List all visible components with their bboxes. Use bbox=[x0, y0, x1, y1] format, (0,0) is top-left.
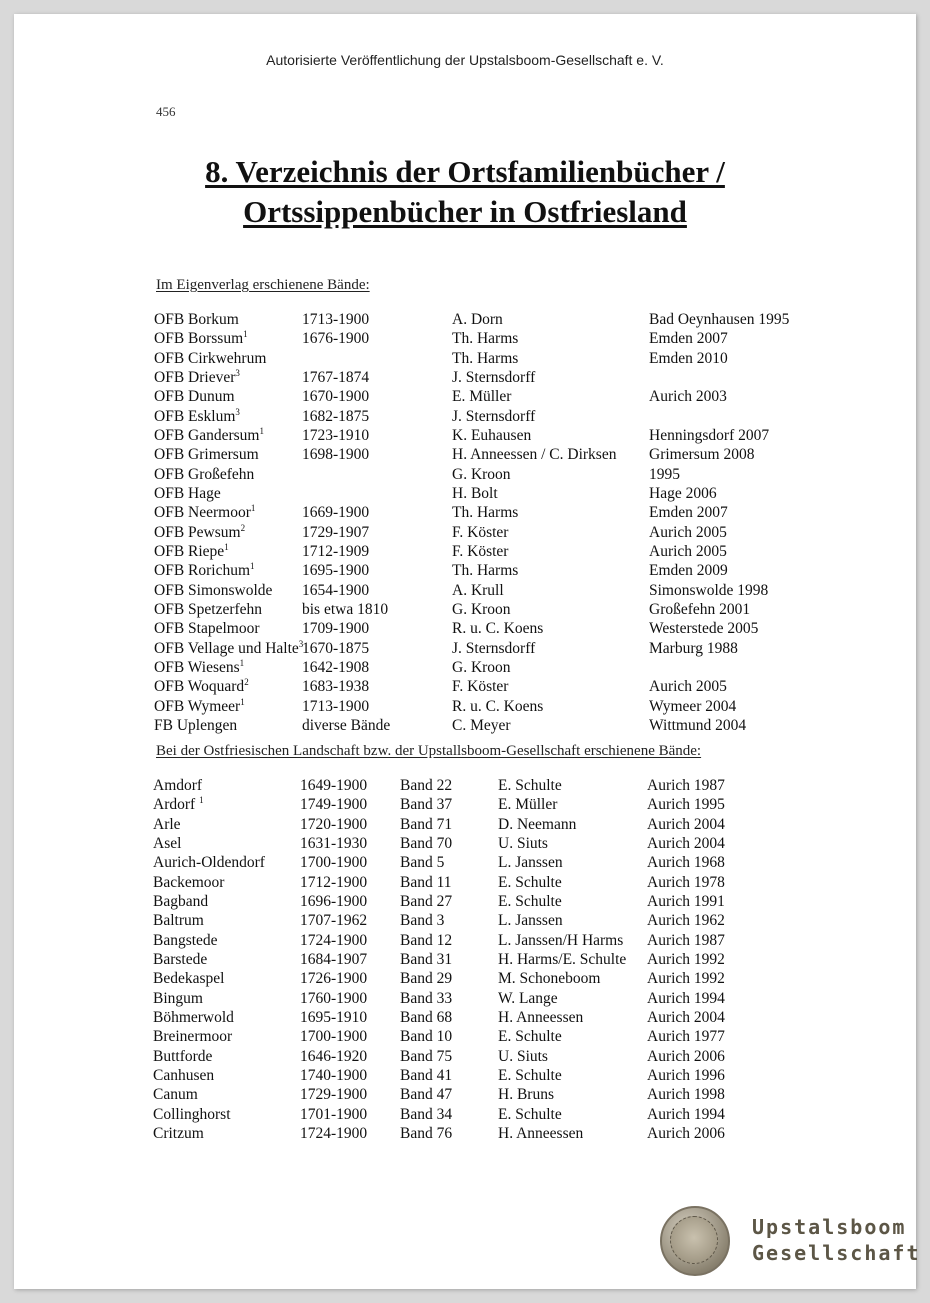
place-name: OFB Hage bbox=[154, 484, 221, 502]
years-cell: 1676-1900 bbox=[302, 330, 370, 348]
place-name-cell bbox=[153, 950, 207, 969]
page-number: 456 bbox=[156, 104, 176, 119]
place-name-cell bbox=[154, 639, 303, 658]
place-name: Critzum bbox=[153, 1124, 204, 1142]
band-cell: Band 27 bbox=[400, 892, 453, 910]
place-name: OFB Riepe bbox=[154, 542, 225, 560]
years-cell: 1749-1900 bbox=[300, 796, 368, 814]
place-name: Barstede bbox=[153, 950, 208, 968]
place-name: OFB Grimersum bbox=[154, 446, 259, 464]
author-cell: Th. Harms bbox=[452, 330, 519, 348]
table-row bbox=[14, 349, 916, 368]
author-cell: E. Schulte bbox=[498, 1066, 562, 1084]
place-name: Canhusen bbox=[153, 1066, 215, 1084]
publication-cell: Grimersum 2008 bbox=[649, 446, 755, 464]
place-name: OFB Borssum bbox=[154, 330, 244, 348]
publication-cell: Aurich 2005 bbox=[649, 542, 727, 560]
authorization-line: Autorisierte Veröffentlichung der Upstalsboom-Gesellschaft e. V. bbox=[266, 52, 664, 68]
author-cell: E. Müller bbox=[498, 796, 558, 814]
place-name-cell bbox=[154, 523, 245, 542]
footnote-marker: 1 bbox=[250, 561, 255, 572]
author-cell: D. Neemann bbox=[498, 815, 577, 833]
place-name: OFB Wymeer bbox=[154, 697, 241, 715]
years-cell: 1724-1900 bbox=[300, 1124, 368, 1142]
footnote-marker: 3 bbox=[298, 638, 304, 649]
years-cell: 1695-1910 bbox=[300, 1008, 368, 1026]
table-row bbox=[14, 619, 916, 638]
place-name-cell bbox=[154, 581, 272, 600]
publication-cell: Aurich 2003 bbox=[649, 388, 727, 406]
place-name-cell bbox=[153, 815, 181, 834]
place-name: Bedekaspel bbox=[153, 970, 225, 988]
years-cell: 1760-1900 bbox=[300, 989, 368, 1007]
table-row bbox=[14, 776, 916, 795]
table-row bbox=[14, 1047, 916, 1066]
years-cell: 1670-1900 bbox=[302, 388, 370, 406]
place-name: FB Uplengen bbox=[154, 716, 238, 734]
author-cell: F. Köster bbox=[452, 678, 509, 696]
place-name-cell bbox=[154, 387, 235, 406]
logo-line-1: Upstalsboom bbox=[752, 1215, 907, 1239]
author-cell: U. Siuts bbox=[498, 834, 548, 852]
author-cell: Th. Harms bbox=[452, 504, 519, 522]
years-cell: 1726-1900 bbox=[300, 970, 368, 988]
years-cell: 1740-1900 bbox=[300, 1066, 368, 1084]
place-name: Breinermoor bbox=[153, 1028, 233, 1046]
place-name: Canum bbox=[153, 1086, 198, 1104]
years-cell: 1649-1900 bbox=[300, 777, 368, 794]
place-name-cell bbox=[153, 834, 181, 853]
publication-cell: Aurich 1991 bbox=[647, 892, 725, 910]
years-cell: 1700-1900 bbox=[300, 1028, 368, 1046]
place-name-cell bbox=[154, 465, 254, 484]
years-cell: 1698-1900 bbox=[302, 446, 370, 464]
publication-cell: Aurich 1987 bbox=[647, 931, 725, 949]
table-row bbox=[14, 1008, 916, 1027]
table-row bbox=[14, 310, 916, 329]
footnote-marker: 1 bbox=[199, 795, 204, 806]
band-cell: Band 47 bbox=[400, 1086, 453, 1104]
table-row bbox=[14, 387, 916, 406]
publication-cell: Aurich 1977 bbox=[647, 1028, 725, 1046]
place-name-cell bbox=[153, 931, 218, 950]
place-name-cell bbox=[154, 368, 240, 387]
place-name-cell bbox=[154, 484, 221, 503]
place-name-cell bbox=[153, 1124, 204, 1143]
place-name-cell bbox=[153, 989, 203, 1008]
place-name: Aurich-Oldendorf bbox=[153, 854, 265, 872]
publication-cell: Emden 2009 bbox=[649, 562, 728, 580]
footnote-marker: 1 bbox=[224, 541, 229, 552]
author-cell: H. Anneessen bbox=[498, 1008, 584, 1026]
place-name-cell bbox=[153, 969, 224, 988]
years-cell: 1654-1900 bbox=[302, 581, 370, 599]
publication-cell: Aurich 1962 bbox=[647, 912, 725, 930]
band-cell: Band 71 bbox=[400, 815, 453, 833]
place-name-cell bbox=[154, 426, 264, 445]
section-2-heading: Bei der Ostfriesischen Landschaft bzw. der Upstallsboom-Gesellschaft erschienene Bände: bbox=[156, 743, 702, 759]
author-cell: F. Köster bbox=[452, 523, 509, 541]
band-cell: Band 68 bbox=[400, 1008, 453, 1026]
place-name-cell bbox=[154, 349, 266, 368]
author-cell: E. Müller bbox=[452, 388, 512, 406]
author-cell: G. Kroon bbox=[452, 658, 511, 676]
table-row bbox=[14, 950, 916, 969]
place-name-cell bbox=[154, 697, 245, 716]
years-cell: 1712-1909 bbox=[302, 542, 370, 560]
place-name: OFB Neermoor bbox=[154, 504, 251, 522]
title-line-1: 8. Verzeichnis der Ortsfamilienbücher / bbox=[205, 154, 725, 189]
publication-cell: Westerstede 2005 bbox=[649, 620, 759, 638]
table-row bbox=[14, 911, 916, 930]
author-cell: M. Schoneboom bbox=[498, 970, 601, 988]
band-cell: Band 3 bbox=[400, 912, 445, 930]
table-row bbox=[14, 795, 916, 814]
table-row bbox=[14, 407, 916, 426]
author-cell: H. Harms/E. Schulte bbox=[498, 950, 627, 968]
years-cell: 1684-1907 bbox=[300, 950, 368, 968]
author-cell: E. Schulte bbox=[498, 1105, 562, 1123]
publication-cell: Simonswolde 1998 bbox=[649, 581, 769, 599]
publication-cell: Aurich 2006 bbox=[647, 1124, 725, 1142]
place-name-cell bbox=[154, 542, 229, 561]
author-cell: L. Janssen bbox=[498, 854, 563, 872]
place-name-cell bbox=[153, 853, 265, 872]
place-name: OFB Stapelmoor bbox=[154, 620, 260, 638]
band-cell: Band 29 bbox=[400, 970, 453, 988]
place-name-cell bbox=[154, 445, 259, 464]
author-cell: E. Schulte bbox=[498, 777, 562, 794]
place-name: Backemoor bbox=[153, 873, 225, 891]
author-cell: E. Schulte bbox=[498, 892, 562, 910]
table-row bbox=[14, 542, 916, 561]
place-name: OFB Cirkwehrum bbox=[154, 349, 267, 367]
table-row bbox=[14, 426, 916, 445]
author-cell: Th. Harms bbox=[452, 349, 519, 367]
publication-cell: Hage 2006 bbox=[649, 484, 717, 502]
table-row bbox=[14, 561, 916, 580]
table-row bbox=[14, 503, 916, 522]
table-row bbox=[14, 834, 916, 853]
author-cell: U. Siuts bbox=[498, 1047, 548, 1065]
footnote-marker: 3 bbox=[235, 367, 240, 378]
author-cell: C. Meyer bbox=[452, 716, 511, 734]
logo-line-2: Gesellschaft bbox=[752, 1241, 921, 1265]
years-cell: 1701-1900 bbox=[300, 1105, 368, 1123]
author-cell: J. Sternsdorff bbox=[452, 368, 536, 386]
place-name: Arle bbox=[153, 815, 181, 833]
publication-cell: Emden 2007 bbox=[649, 504, 728, 522]
place-name-cell bbox=[153, 911, 204, 930]
publication-cell: Aurich 1992 bbox=[647, 950, 725, 968]
author-cell: G. Kroon bbox=[452, 600, 511, 618]
band-cell: Band 76 bbox=[400, 1124, 453, 1142]
author-cell: A. Krull bbox=[452, 581, 504, 599]
table-row bbox=[14, 1027, 916, 1046]
years-cell: 1713-1900 bbox=[302, 697, 370, 715]
years-cell: 1695-1900 bbox=[302, 562, 370, 580]
author-cell: J. Sternsdorff bbox=[452, 407, 536, 425]
author-cell: F. Köster bbox=[452, 542, 509, 560]
table-row bbox=[14, 1105, 916, 1124]
band-cell: Band 41 bbox=[400, 1066, 453, 1084]
table-row bbox=[14, 523, 916, 542]
footnote-marker: 1 bbox=[240, 696, 245, 707]
table-row bbox=[14, 931, 916, 950]
author-cell: H. Anneessen bbox=[498, 1124, 584, 1142]
band-cell: Band 12 bbox=[400, 931, 453, 949]
band-cell: Band 10 bbox=[400, 1028, 453, 1046]
place-name: Bingum bbox=[153, 989, 203, 1007]
years-cell: 1720-1900 bbox=[300, 815, 368, 833]
years-cell: 1713-1900 bbox=[302, 311, 370, 328]
table-row bbox=[14, 600, 916, 619]
author-cell: Th. Harms bbox=[452, 562, 519, 580]
place-name: OFB Driever bbox=[154, 368, 236, 386]
place-name-cell bbox=[154, 716, 237, 735]
publication-cell: Großefehn 2001 bbox=[649, 600, 751, 618]
years-cell: 1712-1900 bbox=[300, 873, 368, 891]
publication-cell: Aurich 1968 bbox=[647, 854, 725, 872]
years-cell: 1723-1910 bbox=[302, 426, 370, 444]
place-name: Collinghorst bbox=[153, 1105, 231, 1123]
place-name: Bagband bbox=[153, 892, 209, 910]
years-cell: 1700-1900 bbox=[300, 854, 368, 872]
years-cell: 1631-1930 bbox=[300, 834, 368, 852]
author-cell: W. Lange bbox=[498, 989, 558, 1007]
publication-cell: Aurich 2004 bbox=[647, 1008, 725, 1026]
band-cell: Band 75 bbox=[400, 1047, 453, 1065]
publication-cell: Aurich 1978 bbox=[647, 873, 725, 891]
author-cell: E. Schulte bbox=[498, 873, 562, 891]
place-name-cell bbox=[153, 776, 202, 795]
band-cell: Band 34 bbox=[400, 1105, 453, 1123]
publication-cell: Marburg 1988 bbox=[649, 639, 738, 657]
publication-cell: Wymeer 2004 bbox=[649, 697, 737, 715]
years-cell: 1670-1875 bbox=[302, 639, 370, 657]
table-row bbox=[14, 1085, 916, 1104]
place-name: OFB Gandersum bbox=[154, 426, 260, 444]
publication-cell: Henningsdorf 2007 bbox=[649, 426, 770, 444]
place-name: Böhmerwold bbox=[153, 1008, 234, 1026]
place-name: OFB Simonswolde bbox=[154, 581, 273, 599]
table-row bbox=[14, 658, 916, 677]
author-cell: H. Bruns bbox=[498, 1086, 554, 1104]
footnote-marker: 1 bbox=[239, 657, 245, 668]
table-row bbox=[14, 873, 916, 892]
table-row bbox=[14, 329, 916, 348]
publication-cell: Aurich 2005 bbox=[649, 523, 727, 541]
author-cell: J. Sternsdorff bbox=[452, 639, 536, 657]
place-name-cell bbox=[154, 310, 239, 329]
years-cell: 1709-1900 bbox=[302, 620, 370, 638]
publication-cell: Aurich 2006 bbox=[647, 1047, 725, 1065]
place-name-cell bbox=[153, 1027, 232, 1046]
footnote-marker: 1 bbox=[259, 425, 264, 436]
place-name-cell bbox=[153, 892, 208, 911]
page-title bbox=[14, 152, 916, 232]
table-row bbox=[14, 815, 916, 834]
publication-cell: Aurich 2005 bbox=[649, 678, 727, 696]
place-name-cell bbox=[154, 677, 249, 696]
band-cell: Band 11 bbox=[400, 873, 452, 891]
place-name: Baltrum bbox=[153, 912, 204, 930]
author-cell: K. Euhausen bbox=[452, 426, 532, 444]
footnote-marker: 1 bbox=[250, 503, 256, 514]
author-cell: H. Anneessen / C. Dirksen bbox=[452, 446, 617, 464]
band-cell: Band 5 bbox=[400, 854, 445, 872]
place-name-cell bbox=[153, 1008, 234, 1027]
table-row bbox=[14, 677, 916, 696]
footnote-marker: 2 bbox=[244, 677, 249, 688]
place-name-cell bbox=[153, 1105, 231, 1124]
years-cell: 1707-1962 bbox=[300, 912, 368, 930]
place-name-cell bbox=[154, 658, 244, 677]
table-row bbox=[14, 445, 916, 464]
place-name: OFB Woquard bbox=[154, 678, 245, 696]
years-cell: bis etwa 1810 bbox=[302, 600, 389, 618]
years-cell: 1696-1900 bbox=[300, 892, 368, 910]
table-row bbox=[14, 697, 916, 716]
band-cell: Band 37 bbox=[400, 796, 453, 814]
publication-cell: Aurich 2004 bbox=[647, 815, 725, 833]
band-cell: Band 33 bbox=[400, 989, 453, 1007]
table-row bbox=[14, 484, 916, 503]
place-name-cell bbox=[153, 1085, 198, 1104]
place-name: Bangstede bbox=[153, 931, 218, 949]
title-line-2: Ortssippenbücher in Ostfriesland bbox=[243, 194, 687, 229]
publication-cell: Emden 2007 bbox=[649, 330, 728, 348]
place-name-cell bbox=[153, 795, 204, 814]
band-cell: Band 22 bbox=[400, 777, 453, 794]
place-name: OFB Esklum bbox=[154, 407, 236, 425]
years-cell: 1646-1920 bbox=[300, 1047, 368, 1065]
place-name-cell bbox=[154, 329, 248, 348]
place-name: Amdorf bbox=[153, 777, 203, 794]
section-1-heading: Im Eigenverlag erschienene Bände: bbox=[156, 277, 370, 293]
years-cell: 1724-1900 bbox=[300, 931, 368, 949]
table-row bbox=[14, 853, 916, 872]
band-cell: Band 70 bbox=[400, 834, 453, 852]
publication-cell: Aurich 1992 bbox=[647, 970, 725, 988]
table-row bbox=[14, 639, 916, 658]
author-cell: G. Kroon bbox=[452, 465, 511, 483]
table-row bbox=[14, 1124, 916, 1143]
table-row bbox=[14, 716, 916, 735]
place-name-cell bbox=[154, 619, 260, 638]
years-cell: 1669-1900 bbox=[302, 504, 370, 522]
publication-cell: 1995 bbox=[649, 465, 680, 483]
seal-icon bbox=[660, 1206, 730, 1276]
publication-cell: Aurich 1998 bbox=[647, 1086, 725, 1104]
place-name: Asel bbox=[153, 834, 182, 852]
author-cell: L. Janssen/H Harms bbox=[498, 931, 624, 949]
place-name: OFB Großefehn bbox=[154, 465, 255, 483]
publication-cell: Aurich 1994 bbox=[647, 1105, 725, 1123]
years-cell: diverse Bände bbox=[302, 716, 391, 734]
place-name: OFB Vellage und Halte bbox=[154, 639, 299, 657]
author-cell: L. Janssen bbox=[498, 912, 563, 930]
place-name: OFB Rorichum bbox=[154, 562, 251, 580]
publication-cell: Aurich 1994 bbox=[647, 989, 725, 1007]
place-name: OFB Spetzerfehn bbox=[154, 600, 263, 618]
author-cell: H. Bolt bbox=[452, 484, 498, 502]
table-row bbox=[14, 1066, 916, 1085]
place-name-cell bbox=[154, 407, 240, 426]
years-cell: 1767-1874 bbox=[302, 368, 370, 386]
years-cell: 1642-1908 bbox=[302, 658, 370, 676]
publication-cell: Bad Oeynhausen 1995 bbox=[649, 311, 790, 328]
place-name: OFB Wiesens bbox=[154, 658, 240, 676]
publication-cell: Aurich 2004 bbox=[647, 834, 725, 852]
place-name: OFB Pewsum bbox=[154, 523, 241, 541]
table-row bbox=[14, 969, 916, 988]
upstalsboom-logo bbox=[660, 1202, 921, 1282]
place-name: OFB Borkum bbox=[154, 311, 239, 328]
years-cell: 1729-1900 bbox=[300, 1086, 368, 1104]
author-cell: E. Schulte bbox=[498, 1028, 562, 1046]
footnote-marker: 1 bbox=[243, 329, 248, 340]
table-row bbox=[14, 989, 916, 1008]
publication-cell: Emden 2010 bbox=[649, 349, 728, 367]
place-name-cell bbox=[154, 600, 262, 619]
publication-cell: Wittmund 2004 bbox=[649, 716, 747, 734]
table-row bbox=[14, 465, 916, 484]
document-page bbox=[14, 14, 921, 1289]
publication-cell: Aurich 1987 bbox=[647, 777, 725, 794]
place-name: OFB Dunum bbox=[154, 388, 235, 406]
place-name-cell bbox=[153, 1047, 212, 1066]
band-cell: Band 31 bbox=[400, 950, 453, 968]
table-row bbox=[14, 892, 916, 911]
place-name-cell bbox=[154, 503, 255, 522]
author-cell: A. Dorn bbox=[452, 311, 503, 328]
publication-cell: Aurich 1995 bbox=[647, 796, 725, 814]
years-cell: 1682-1875 bbox=[302, 407, 370, 425]
place-name: Ardorf bbox=[153, 796, 200, 814]
author-cell: R. u. C. Koens bbox=[452, 697, 544, 715]
footnote-marker: 3 bbox=[235, 406, 240, 417]
footnote-marker: 2 bbox=[240, 522, 246, 533]
place-name: Buttforde bbox=[153, 1047, 213, 1065]
place-name-cell bbox=[153, 1066, 214, 1085]
table-row bbox=[14, 581, 916, 600]
publication-cell: Aurich 1996 bbox=[647, 1066, 725, 1084]
place-name-cell bbox=[153, 873, 224, 892]
table-row bbox=[14, 368, 916, 387]
years-cell: 1729-1907 bbox=[302, 523, 370, 541]
years-cell: 1683-1938 bbox=[302, 678, 370, 696]
place-name-cell bbox=[154, 561, 255, 580]
author-cell: R. u. C. Koens bbox=[452, 620, 544, 638]
